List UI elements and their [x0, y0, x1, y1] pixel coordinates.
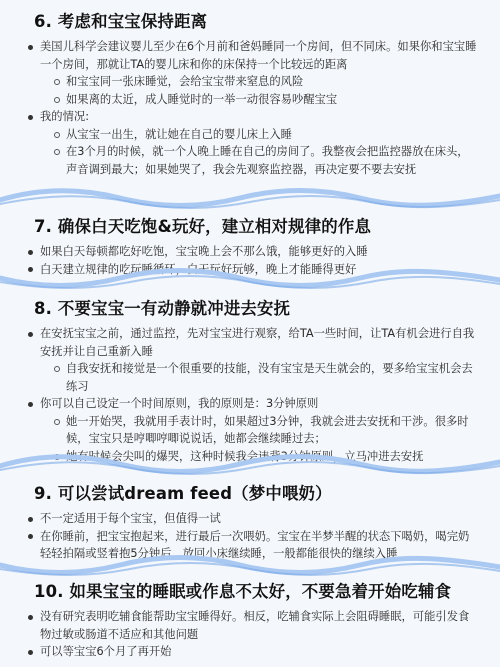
wave-divider: [0, 266, 500, 290]
sub-list-item: 自我安抚和接觉是一个很重要的技能，没有宝宝是天生就会的，要多给宝宝机会去练习: [26, 360, 478, 395]
section-title: 10. 如果宝宝的睡眠或作息不太好，不要急着开始吃辅食: [34, 582, 452, 601]
wave-divider: [0, 452, 500, 476]
list-item: 在安抚宝宝之前，通过监控，先对宝宝进行观察，给TA一些时间，让TA有机会进行自我安抚并让自己重新入睡: [26, 325, 478, 360]
list-item: 可以等宝宝6个月了再开始: [26, 643, 478, 661]
wave-light: [0, 457, 500, 472]
section-list: [26, 38, 478, 178]
sub-list-item: 从宝宝一出生，就让她在自己的婴儿床上入睡: [26, 126, 478, 144]
list-item: 在你睡前，把宝宝抱起来，进行最后一次喂奶。宝宝在半梦半醒的状态下喝奶，喝完奶轻轻拍隔或竖着抱5分钟后，放回小床继续睡，一般都能很快的继续入睡: [26, 528, 478, 563]
list-item: 你可以自己设定一个时间原则，我的原则是：3分钟原则: [26, 395, 478, 413]
section-title: 8. 不要宝宝一有动静就冲进去安抚: [34, 299, 291, 318]
wave-light: [0, 558, 500, 573]
sub-list-item: 和宝宝同一张床睡觉，会给宝宝带来窒息的风险: [26, 73, 478, 91]
sub-list-item: 在3个月的时候，就一个人晚上睡在自己的房间了。我整夜会把监控器放在床头，声音调到最大；如果她哭了，我会先观察监控器，再决定要不要去安抚: [26, 143, 478, 178]
list-item: 白天建立规律的吃玩睡循环，白天玩好玩够，晚上才能睡得更好: [26, 261, 478, 279]
section-9: [0, 480, 500, 563]
list-item: 我的情况:: [26, 108, 478, 126]
section-title: 7. 确保白天吃饱&玩好，建立相对规律的作息: [34, 217, 372, 236]
section-title: 6. 考虑和宝宝保持距离: [34, 12, 208, 31]
wave-divider: [0, 186, 500, 210]
section-list: [26, 325, 478, 465]
sub-list-item: 如果离的太近，成人睡觉时的一举一动很容易吵醒宝宝: [26, 91, 478, 109]
section-title: 9. 可以尝试dream feed（梦中喂奶）: [34, 484, 332, 503]
section-6: [0, 8, 500, 178]
section-10: [0, 578, 500, 661]
section-list: [26, 608, 478, 661]
wave-light: [0, 191, 500, 206]
section-8: [0, 295, 500, 465]
wave-divider: [0, 553, 500, 577]
list-item: 不一定适用于每个宝宝，但值得一试: [26, 510, 478, 528]
list-item: 如果白天每顿都吃好吃饱，宝宝晚上会不那么饿，能够更好的入睡: [26, 243, 478, 261]
list-item: 美国儿科学会建议婴儿至少在6个月前和爸妈睡同一个房间，但不同床。如果你和宝宝睡一个房间，那就让TA的婴儿床和你的床保持一个比较远的距离: [26, 38, 478, 73]
sub-list-item: 她有时候会尖叫的爆哭，这种时候我会违背3分钟原则，立马冲进去安抚: [26, 448, 478, 466]
list-item: 没有研究表明吃辅食能帮助宝宝睡得好。相反，吃辅食实际上会阻碍睡眠，可能引发食物过敏或肠道不适应和其他问题: [26, 608, 478, 643]
sub-list-item: 她一开始哭，我就用手表计时，如果超过3分钟，我就会进去安抚和干涉。很多时候，宝宝只是哼唧哼唧说说话，她都会继续睡过去；: [26, 413, 478, 448]
wave-light: [0, 271, 500, 286]
